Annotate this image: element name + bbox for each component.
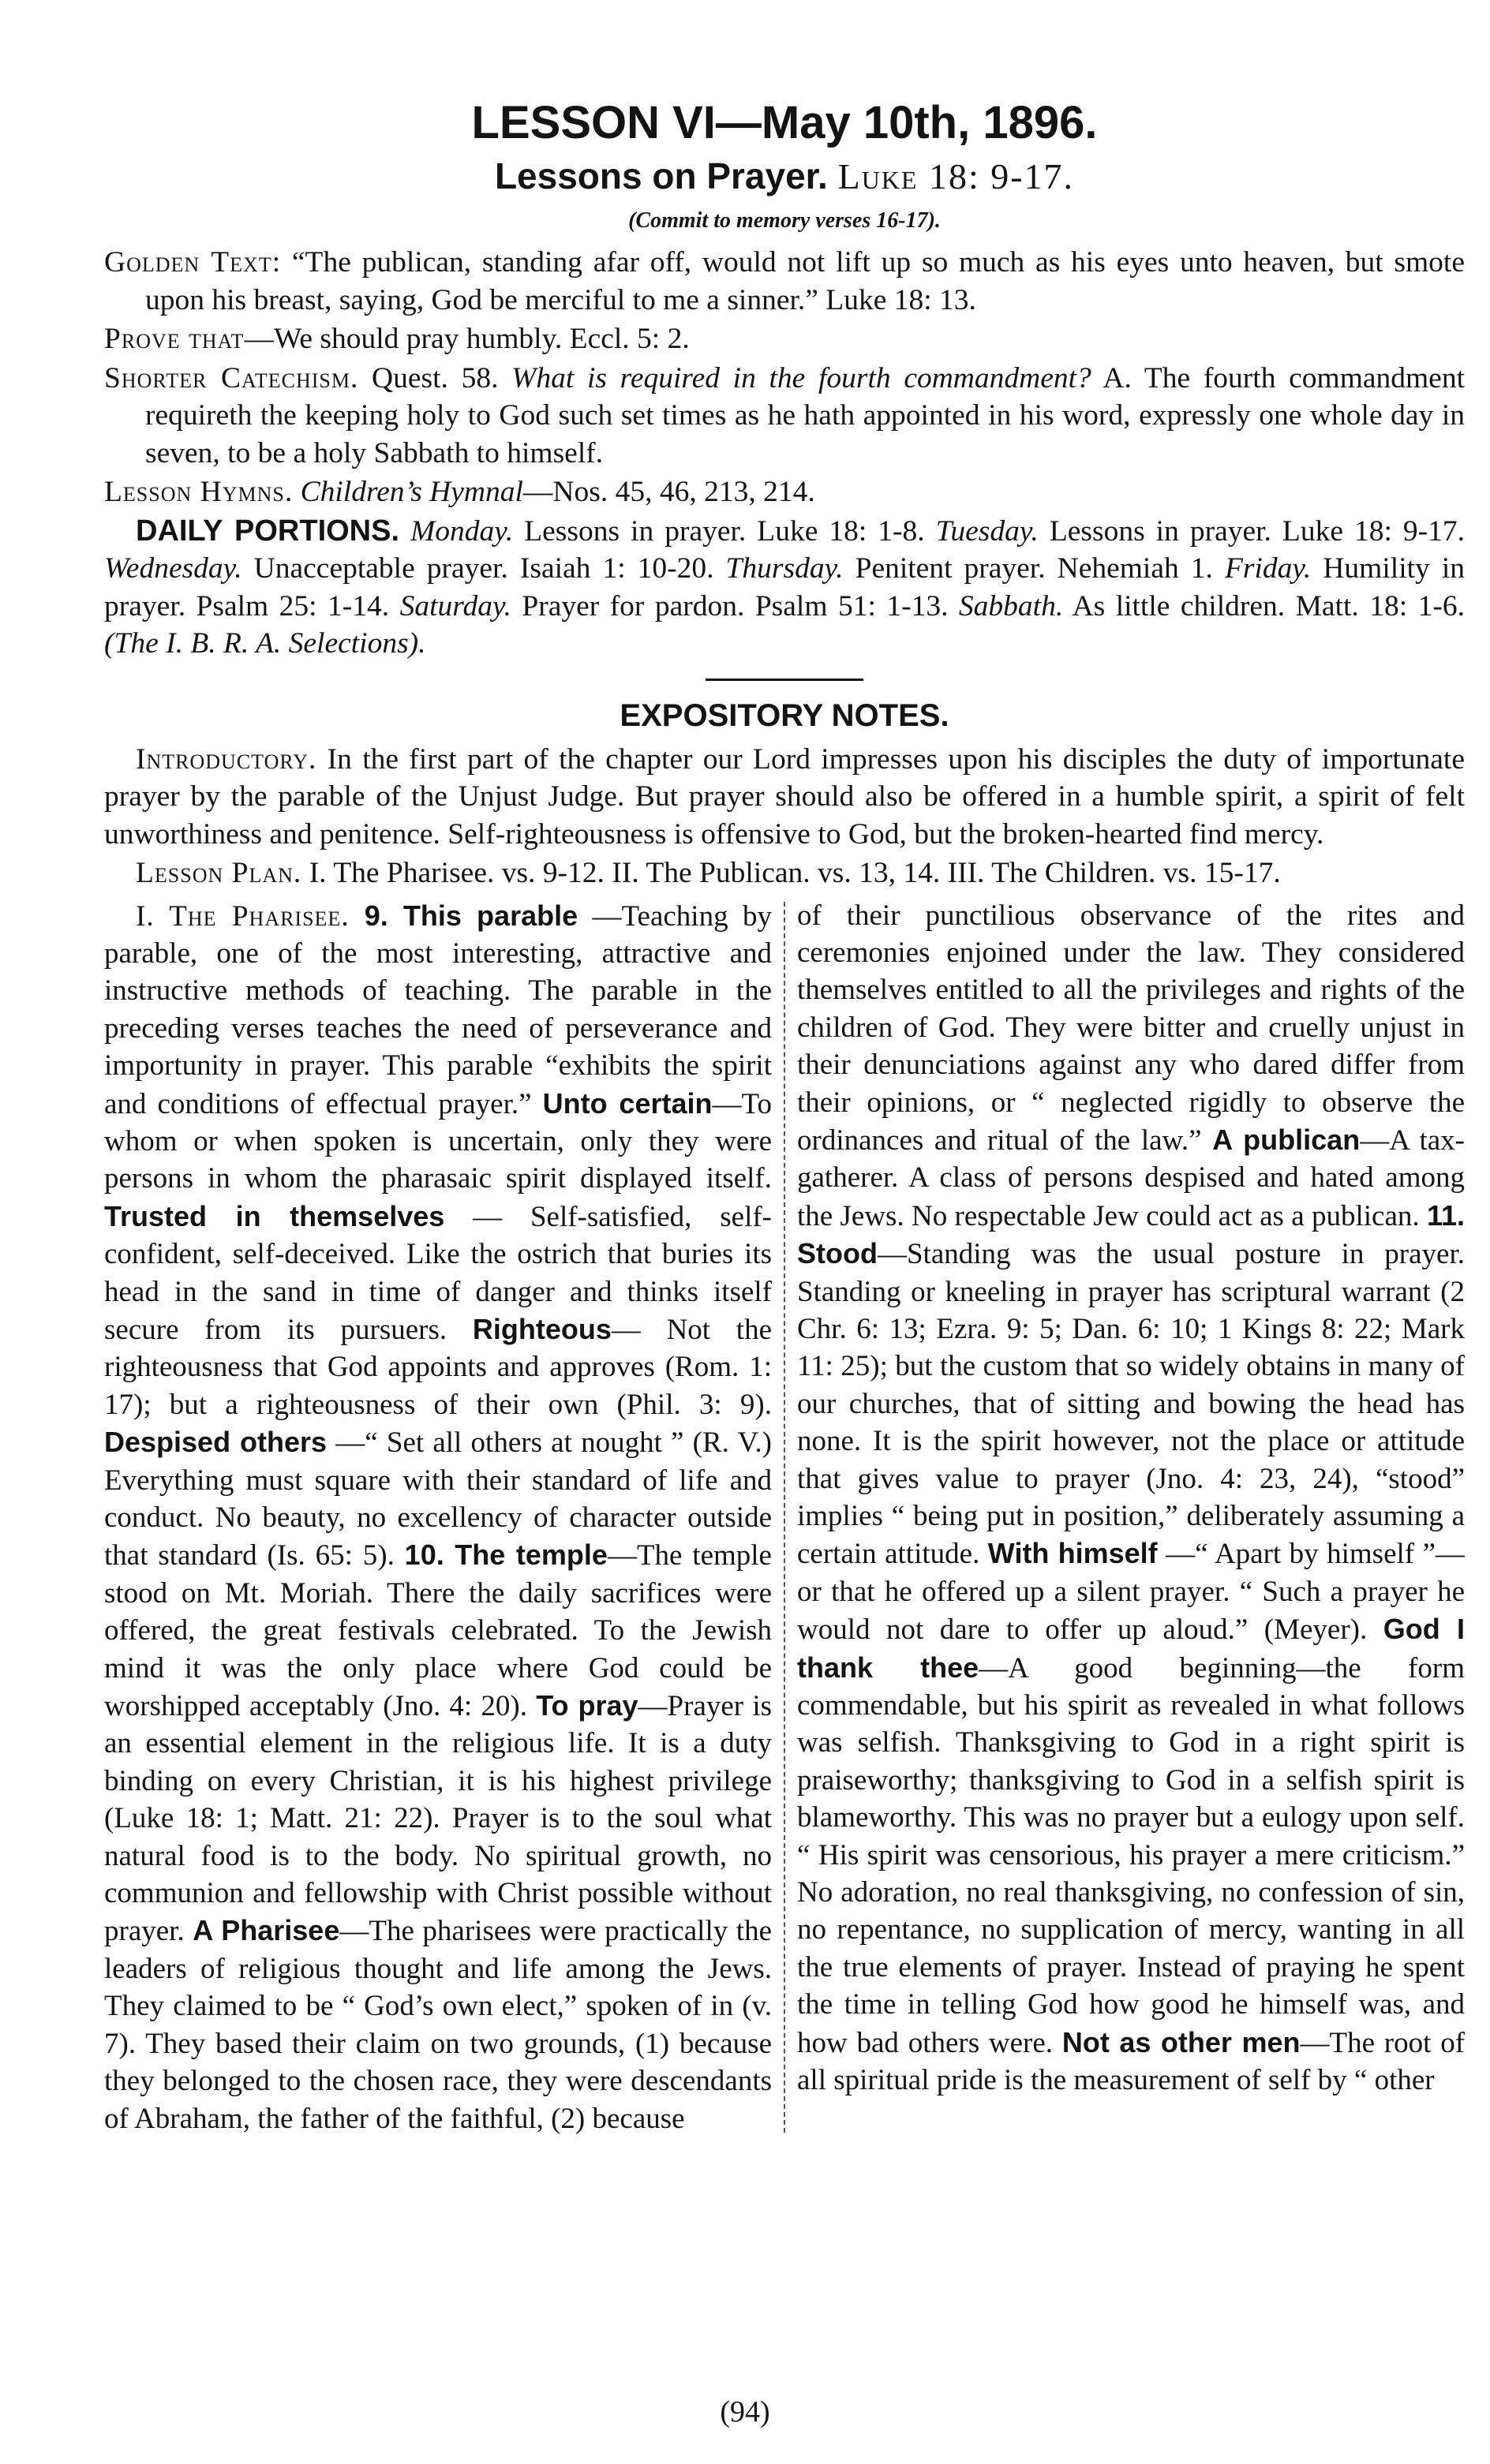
keyword-this-parable: This parable (402, 899, 578, 932)
note-despised-others: —“ Set all others at nought ” (R. V.) Everything must square with their standard of life and conduct. No beauty, no excellency of character outside that standard (Is. 65: 5). (104, 1426, 772, 1572)
day-monday: Monday. (410, 514, 514, 548)
column-divider (784, 902, 785, 2133)
introductory-body: In the first part of the chapter our Lord impresses upon his disciples the duty of importunate prayer by the parable of the Unjust Judge. But prayer should also be offered in a humble spirit, a spirit of felt unworthiness and penitence. Self-righteousness is offensive to God, but the broken-hearted find mercy. (104, 742, 1465, 851)
keyword-to-pray: To pray (536, 1689, 638, 1722)
day-saturday: Saturday. (399, 589, 511, 623)
hymns-numbers: —Nos. 45, 46, 213, 214. (522, 476, 815, 508)
catechism-answer: A. The fourth commandment requireth the keeping holy to God such set times as he hath appointed in his word, expressly one whole day in seven, to be a holy Sabbath to himself. (145, 361, 1465, 469)
selections-note: (The I. B. R. A. Selections). (104, 627, 426, 660)
lesson-plan-label: Lesson Plan. (136, 857, 302, 889)
note-righteous: — Not the righteousness that God appoints and approves (Rom. 1: 17); but a righteousness of their own (Phil. 3: 9). (104, 1313, 772, 1421)
note-pharisee-continued: of their punctilious observance of the rites and ceremonies enjoined under the law. They considered themselves entitled to all the privileges and rights of the children of God. They were bitter and cruelly unjust in their denunciations against any who dared differ from their opinions, or “ neglected rigidly to observe the ordinances and ritual of the law.” (797, 899, 1465, 1157)
memory-verses-note: (Commit to memory verses 16-17). (628, 208, 941, 233)
note-to-pray: —Prayer is an essential element in the religious life. It is a duty binding on every Christian, it is his highest privilege (Luke 18: 1; Matt. 21: 22). Prayer is to the soul what natural food is to the body. No spiritual growth, no communion and fellowship with Christ possible without prayer. (104, 1690, 773, 1948)
catechism-label: Shorter Catechism. (104, 361, 359, 394)
section-divider-rule (706, 679, 863, 681)
thursday-reading: Penitent prayer. Nehemiah 1. (843, 552, 1225, 585)
prove-that-label: Prove that (104, 323, 245, 355)
lesson-plan-body: I. The Pharisee. vs. 9-12. II. The Publican. vs. 13, 14. III. The Children. vs. 15-17. (301, 857, 1281, 889)
prove-that (104, 320, 1465, 358)
expository-notes-heading: EXPOSITORY NOTES. (620, 697, 949, 733)
keyword-the-temple: 10. The temple (404, 1539, 608, 1572)
section-pharisee-heading: I. The Pharisee. (136, 899, 350, 933)
left-column (104, 897, 772, 2137)
keyword-trusted-in-themselves: Trusted in themselves (104, 1199, 445, 1232)
note-unto-certain: —To whom or when spoken is uncertain, only they were persons in whom the pharasaic spirit displayed itself. (104, 1087, 773, 1195)
day-friday: Friday. (1224, 552, 1312, 585)
note-god-i-thank-thee: —A good beginning—the form commendable, but his spirit as revealed in what follows was selfish. Thanksgiving to God in a right spirit is praiseworthy; thanksgiving to God in a selfish spirit is blameworthy. This was no prayer but a eulogy upon self. “ His spirit was censorious, his prayer a mere criticism.” No adoration, no real thanksgiving, no confession of sin, no repentance, no supplication of mercy, wanting in all the true elements of prayer. Instead of praying he spent the time in telling God how good he himself was, and how bad others were. (797, 1651, 1465, 2059)
note-trusted-in-themselves: — Self-satisfied, self-confident, self-deceived. Like the ostrich that buries its head in the sand in time of danger and thinks itself secure from its pursuers. (104, 1200, 772, 1346)
lesson-title: LESSON VI—May 10th, 1896. (471, 97, 1098, 148)
saturday-reading: Prayer for pardon. Psalm 51: 1-13. (511, 589, 959, 623)
keyword-god-i-thank-thee: God I thank thee (797, 1613, 1465, 1684)
wednesday-reading: Unacceptable prayer. Isaiah 1: 10-20. (241, 552, 726, 585)
shorter-catechism (104, 360, 1465, 473)
golden-text-body: “The publican, standing afar off, would not lift up so much as his eyes unto heaven, but smote upon his breast, saying, God be merciful to me a sinner.” Luke 18: 13. (145, 246, 1465, 316)
day-thursday: Thursday. (725, 552, 844, 585)
day-wednesday: Wednesday. (104, 552, 242, 585)
page-number: (94) (720, 2395, 770, 2428)
daily-portions (104, 513, 1465, 663)
keyword-unto-certain: Unto certain (542, 1086, 713, 1120)
keyword-a-pharisee: A Pharisee (193, 1914, 340, 1947)
keyword-with-himself: With himself (987, 1537, 1158, 1570)
friday-reading: Humility in prayer. Psalm 25: 1-14. (104, 552, 1465, 623)
right-column (797, 897, 1465, 2137)
verse-9-number: 9. (349, 899, 403, 932)
notes-columns (104, 897, 1465, 2137)
note-not-as-other-men: —The root of all spiritual pride is the measurement of self by “ other (797, 2026, 1466, 2097)
catechism-quest: Quest. 58. (358, 361, 512, 394)
note-a-publican: —A tax-gatherer. A class of persons despised and hated among the Jews. No respectable Jew could act as a publican. (797, 1124, 1465, 1232)
keyword-not-as-other-men: Not as other men (1061, 2025, 1301, 2058)
golden-text-label: Golden Text: (104, 246, 282, 279)
lesson-subject: Lessons on Prayer. (494, 155, 828, 196)
hymns-label: Lesson Hymns. (104, 476, 294, 508)
note-the-temple: —The temple stood on Mt. Moriah. There the daily sacrifices were offered, the great festivals celebrated. To the Jewish mind it was the only place where God could be worshipped acceptably (Jno. 4: 20). (104, 1539, 772, 1723)
note-a-pharisee: —The pharisees were practically the leaders of religious thought and life among the Jews. They claimed to be “ God’s own elect,” spoken of in (v. 7). They based their claim on two grounds, (1) because they belonged to the chosen race, they were descendants of Abraham, the father of the faithful, (2) because (104, 1915, 772, 2135)
lesson-subtitle (104, 151, 1465, 201)
catechism-question: What is required in the fourth commandment? (511, 361, 1091, 394)
hymns-book: Children’s Hymnal (300, 476, 523, 508)
keyword-righteous: Righteous (472, 1312, 612, 1345)
note-stood: —Standing was the usual posture in prayer. Standing or kneeling in prayer has scriptural warrant (2 Chr. 6: 13; Ezra. 9: 5; Dan. 6: 10; 1 Kings 8: 22; Mark 11: 25); but the custom that so widely obtains in many of our churches, that of sitting and bowing the head has none. It is the spirit however, not the place or attitude that gives value to prayer (Jno. 4: 23, 24), “stood” implies “ being put in position,” deliberately assuming a certain attitude. (797, 1238, 1465, 1571)
day-sabbath: Sabbath. (958, 589, 1064, 623)
golden-text (104, 244, 1465, 319)
lesson-plan (104, 854, 1465, 892)
tuesday-reading: Lessons in prayer. Luke 18: 9-17. (1038, 514, 1465, 548)
keyword-stood: 11. Stood (797, 1198, 1465, 1270)
daily-portions-label: DAILY PORTIONS. (136, 514, 400, 548)
day-tuesday: Tuesday. (935, 514, 1039, 548)
keyword-despised-others: Despised others (104, 1426, 328, 1459)
lesson-hymns (104, 473, 1465, 511)
note-this-parable: —Teaching by parable, one of the most interesting, attractive and instructive methods of teaching. The parable in the preceding verses teaches the need of perseverance and importunity in prayer. This parable “exhibits the spirit and conditions of effectual prayer.” (104, 899, 772, 1120)
lesson-page (104, 95, 1465, 2137)
sabbath-reading: As little children. Matt. 18: 1-6. (1063, 589, 1465, 623)
keyword-a-publican: A publican (1212, 1123, 1361, 1156)
monday-reading: Lessons in prayer. Luke 18: 1-8. (513, 514, 936, 548)
introductory-label: Introductory. (136, 742, 317, 776)
introductory-paragraph (104, 741, 1465, 854)
note-with-himself: —“ Apart by himself ”—or that he offered up a silent prayer. “ Such a prayer he would not dare to offer up aloud.” (Meyer). (797, 1538, 1465, 1647)
prove-that-body: —We should pray humbly. Eccl. 5: 2. (244, 323, 690, 355)
scripture-reference: Luke 18: 9-17. (837, 156, 1075, 196)
